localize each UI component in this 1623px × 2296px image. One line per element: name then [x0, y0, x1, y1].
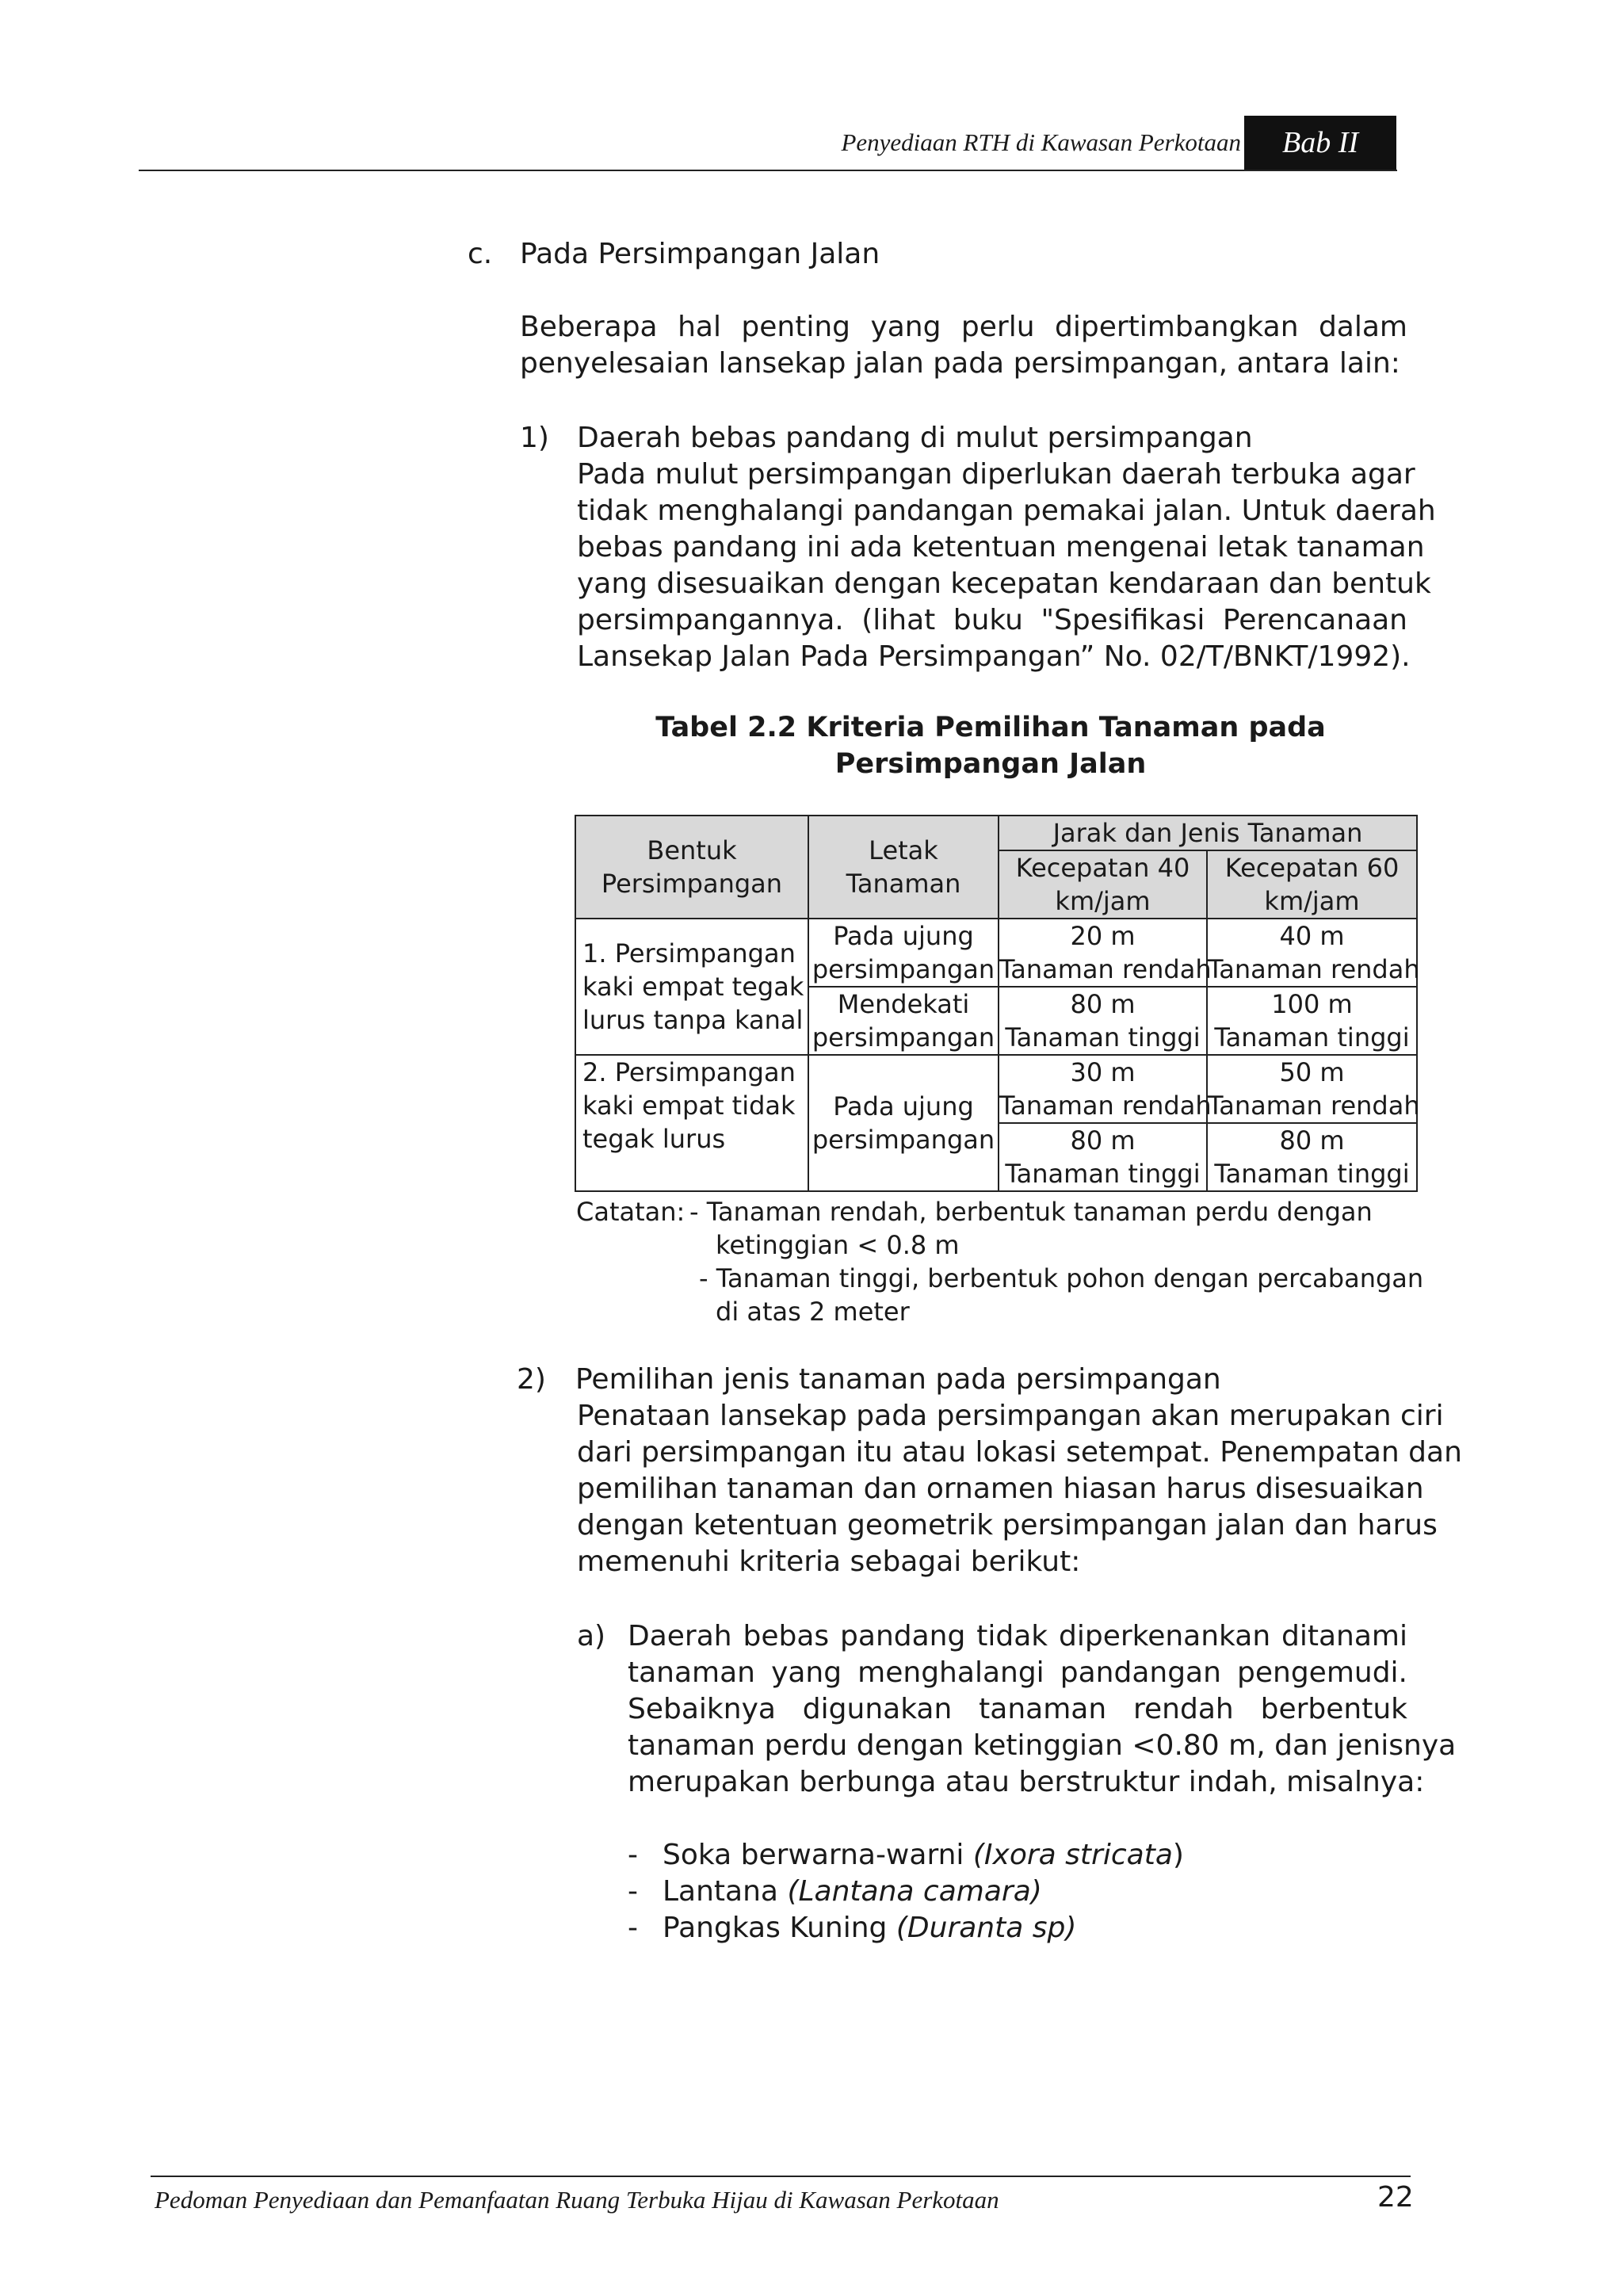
distance: 80 m [1070, 1125, 1136, 1156]
text-line: tidak menghalangi pandangan pemakai jalan. Untuk daerah [577, 495, 1436, 527]
distance: 50 m [1279, 1057, 1345, 1087]
cell-k60 [1207, 987, 1417, 1055]
table-row [575, 1055, 1417, 1123]
distance: 80 m [1070, 989, 1136, 1019]
text-line: bebas pandang ini ada ketentuan mengenai letak tanaman [577, 531, 1425, 563]
plant-type: Tanaman tinggi [1214, 1159, 1410, 1189]
item1-marker: 1) [520, 422, 549, 454]
table-caption [555, 709, 1426, 782]
text-line: memenuhi kriteria sebagai berikut: [577, 1545, 1081, 1578]
text-line: dari persimpangan itu atau lokasi setempat. Penempatan dan [577, 1436, 1462, 1469]
plant-type: Tanaman rendah [1208, 1091, 1420, 1121]
note-line: ketinggian < 0.8 m [716, 1230, 960, 1260]
cell-bentuk: 1. Persimpangan kaki empat tegak lurus tanpa kanal [575, 919, 808, 1055]
plant-common-name: Lantana [663, 1875, 788, 1908]
plant-type: Tanaman rendah [999, 1091, 1212, 1121]
text-line: Pada mulut persimpangan diperlukan daerah terbuka agar [577, 458, 1415, 491]
cell-k40 [999, 1123, 1207, 1191]
section-marker: c. [468, 238, 493, 270]
text-line: tanaman yang menghalangi pandangan pengemudi. [628, 1656, 1407, 1689]
table-row [575, 919, 1417, 987]
distance: 30 m [1070, 1057, 1136, 1087]
bullet: - [628, 1875, 638, 1908]
plant-latin-name: (Duranta sp) [896, 1912, 1077, 1944]
criteria-table [575, 815, 1418, 1192]
text-line: persimpangannya. (lihat buku "Spesifikasi Perencanaan [577, 604, 1407, 636]
plant-latin-name: (Lantana camara) [787, 1875, 1042, 1908]
caption-line: Tabel 2.2 Kriteria Pemilihan Tanaman pada [655, 712, 1326, 743]
cell-letak: Mendekati persimpangan [808, 987, 999, 1055]
plant-type: Tanaman rendah [999, 954, 1212, 984]
text-line: Beberapa hal penting yang perlu dipertimbangkan dalam [520, 311, 1407, 343]
cell-bentuk: 2. Persimpangan kaki empat tidak tegak lurus [575, 1055, 808, 1191]
item2-heading: Pemilihan jenis tanaman pada persimpangan [575, 1363, 1221, 1396]
plant-common-name: Pangkas Kuning [663, 1912, 896, 1944]
plant-item [663, 1874, 1042, 1910]
bullet: - [628, 1839, 638, 1871]
running-title: Penyediaan RTH di Kawasan Perkotaan [841, 128, 1241, 156]
header-rule [139, 170, 1397, 171]
page-number: 22 [1377, 2181, 1414, 2214]
note-line: di atas 2 meter [716, 1297, 910, 1327]
item2-marker: 2) [517, 1363, 546, 1396]
item1-heading: Daerah bebas pandang di mulut persimpangan [577, 422, 1253, 454]
bullet: - [628, 1912, 638, 1944]
text-line: Lansekap Jalan Pada Persimpangan” No. 02/T/BNKT/1992). [577, 640, 1411, 673]
distance: 20 m [1070, 921, 1136, 951]
text-line: merupakan berbunga atau berstruktur indah, misalnya: [628, 1766, 1425, 1798]
plant-suffix: ) [1172, 1839, 1184, 1871]
plant-latin-name: (Ixora stricata [972, 1839, 1173, 1871]
cell-k40 [999, 987, 1207, 1055]
caption-line: Persimpangan Jalan [834, 748, 1147, 780]
text-line: Sebaiknya digunakan tanaman rendah berbentuk [628, 1693, 1407, 1725]
cell-k40 [999, 919, 1212, 987]
item1-body [577, 457, 1436, 675]
section-heading: Pada Persimpangan Jalan [520, 238, 880, 270]
cell-k60 [1207, 1055, 1420, 1123]
plant-type: Tanaman tinggi [1214, 1022, 1410, 1052]
text-line: Daerah bebas pandang tidak diperkenankan ditanami [628, 1620, 1407, 1652]
footer-rule [151, 2176, 1411, 2177]
note-line: - Tanaman rendah, berbentuk tanaman perdu dengan [689, 1197, 1373, 1227]
header-kec60: Kecepatan 60 km/jam [1207, 850, 1417, 919]
cell-letak: Pada ujung persimpangan [808, 1055, 999, 1191]
chapter-badge: Bab II [1244, 116, 1396, 170]
cell-k60 [1207, 919, 1420, 987]
footer-title: Pedoman Penyediaan dan Pemanfaatan Ruang Terbuka Hijau di Kawasan Perkotaan [155, 2186, 999, 2214]
text-line: pemilihan tanaman dan ornamen hiasan harus disesuaikan [577, 1473, 1424, 1505]
item2a-marker: a) [577, 1620, 606, 1652]
header-letak: Letak Tanaman [808, 816, 999, 919]
plant-type: Tanaman rendah [1208, 954, 1420, 984]
distance: 40 m [1279, 921, 1345, 951]
item2a-body [628, 1618, 1457, 1801]
text-line: penyelesaian lansekap jalan pada persimpangan, antara lain: [520, 347, 1400, 380]
text-line: dengan ketentuan geometrik persimpangan jalan dan harus [577, 1509, 1438, 1541]
header-jarak: Jarak dan Jenis Tanaman [999, 816, 1417, 850]
cell-k60 [1207, 1123, 1417, 1191]
note-line: - Tanaman tinggi, berbentuk pohon dengan percabangan [699, 1263, 1424, 1293]
plant-common-name: Soka berwarna-warni [663, 1839, 973, 1871]
item2-body [577, 1398, 1462, 1580]
text-line: Penataan lansekap pada persimpangan akan merupakan ciri [577, 1400, 1444, 1432]
cell-k40 [999, 1055, 1212, 1123]
plant-type: Tanaman tinggi [1005, 1022, 1201, 1052]
plant-type: Tanaman tinggi [1005, 1159, 1201, 1189]
cell-letak: Pada ujung persimpangan [808, 919, 999, 987]
section-intro [520, 309, 1407, 382]
distance: 80 m [1279, 1125, 1345, 1156]
text-line: tanaman perdu dengan ketinggian <0.80 m, dan jenisnya [628, 1729, 1457, 1762]
header-kec40: Kecepatan 40 km/jam [999, 850, 1207, 919]
header-bentuk: Bentuk Persimpangan [575, 816, 808, 919]
text-line: yang disesuaikan dengan kecepatan kendaraan dan bentuk [577, 567, 1431, 600]
distance: 100 m [1271, 989, 1353, 1019]
plant-item [663, 1837, 1184, 1874]
plant-item [663, 1910, 1076, 1946]
notes-label: Catatan: [576, 1197, 685, 1227]
